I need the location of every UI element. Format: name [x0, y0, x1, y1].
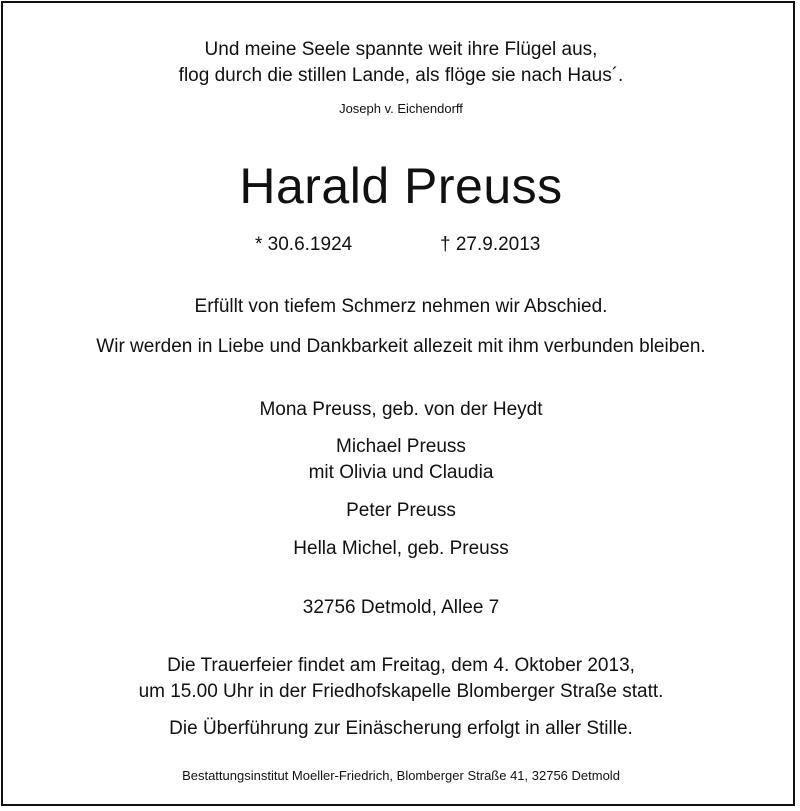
quote-author: Joseph v. Eichendorff	[339, 101, 463, 116]
message-line-2: Wir werden in Liebe und Dankbarkeit allezeit mit ihm verbunden bleiben.	[96, 336, 706, 357]
notice-border	[1, 1, 795, 806]
funeral-home-footer: Bestattungsinstitut Moeller-Friedrich, Blomberger Straße 41, 32756 Detmold	[182, 768, 620, 783]
mourner-entry-3: Peter Preuss	[346, 500, 456, 521]
birth-date: * 30.6.1924	[255, 234, 353, 255]
mourner-entry-1: Mona Preuss, geb. von der Heydt	[259, 399, 543, 420]
deceased-name: Harald Preuss	[239, 158, 563, 214]
quote-line-1: Und meine Seele spannte weit ihre Flügel aus,	[204, 39, 598, 60]
mourner-entry-2-line-1: Michael Preuss	[336, 436, 466, 457]
mourner-entry-2-line-2: mit Olivia und Claudia	[308, 462, 494, 483]
quote-line-2: flog durch die stillen Lande, als flöge sie nach Haus´.	[178, 65, 624, 86]
death-date: † 27.9.2013	[440, 234, 541, 255]
funeral-line-2: um 15.00 Uhr in der Friedhofskapelle Blomberger Straße statt.	[138, 681, 664, 702]
mourner-entry-4: Hella Michel, geb. Preuss	[293, 538, 509, 559]
address: 32756 Detmold, Allee 7	[302, 597, 500, 618]
funeral-line-1: Die Trauerfeier findet am Freitag, dem 4. Oktober 2013,	[167, 655, 635, 676]
funeral-line-3: Die Überführung zur Einäscherung erfolgt in aller Stille.	[169, 718, 633, 739]
message-line-1: Erfüllt von tiefem Schmerz nehmen wir Abschied.	[194, 296, 608, 317]
